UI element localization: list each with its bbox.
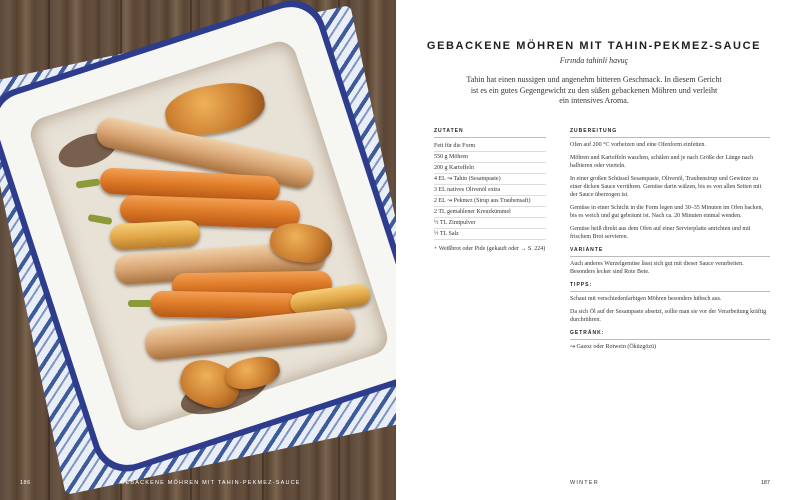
ingredient-item: 4 EL ↝ Tahin (Sesampaste) xyxy=(434,174,546,185)
ingredient-item: ½ TL Salz xyxy=(434,229,546,240)
ingredient-item: Fett für die Form xyxy=(434,141,546,152)
variante-text: Auch anderes Wurzelgemüse lässt sich gut mit dieser Sauce verarbeiten. Besonders lecker sind Rote Bete. xyxy=(570,261,744,275)
getraenk-text: ↝ Gazoz oder Rotwein (Öküzgözü) xyxy=(570,344,656,350)
ingredient-item: 3 EL natives Olivenöl extra xyxy=(434,185,546,196)
preparation-heading: ZUBEREITUNG xyxy=(570,128,770,138)
page-number-left: 186 xyxy=(20,480,31,486)
preparation-column xyxy=(570,128,770,356)
page-number-right: 187 xyxy=(760,480,770,486)
prep-step: In einer großen Schüssel Sesampaste, Olivenöl, Traubensirup und Gewürze zu einer dicken Sauce verrühren. Gemüse darin wälzen, bis es von allen Seiten mit der Sauce überzogen ist. xyxy=(570,176,762,198)
roasted-carrot xyxy=(109,220,200,251)
getraenk-heading: GETRÄNK: xyxy=(570,330,770,340)
running-title-right: WINTER xyxy=(570,480,599,486)
tipp-item: Schaut mit verschiedenfarbigen Möhren besonders hübsch aus. xyxy=(570,296,722,302)
ingredient-item: 2 TL gemahlener Kreuzkümmel xyxy=(434,207,546,218)
running-title-left: GEBACKENE MÖHREN MIT TAHIN-PEKMEZ-SAUCE xyxy=(120,480,301,486)
ingredient-item: ½ TL Zimtpulver xyxy=(434,218,546,229)
prep-step: Ofen auf 200 °C vorheizen und eine Ofenform einfetten. xyxy=(570,142,706,148)
tipps-heading: TIPPS: xyxy=(570,282,770,292)
recipe-title: GEBACKENE MÖHREN MIT TAHIN-PEKMEZ-SAUCE xyxy=(426,40,762,52)
prep-step: Gemüse heiß direkt aus dem Ofen auf einer Servierplatte anrichten und mit frischem Brot servieren. xyxy=(570,226,751,240)
ingredient-item: 2 EL ↝ Pekmez (Sirup aus Traubensaft) xyxy=(434,196,546,207)
ingredient-note: + Weißbrot oder Pide (gekauft oder → S. 224) xyxy=(434,246,546,252)
ingredients-column xyxy=(434,128,546,254)
prep-step: Gemüse in einer Schicht in die Form legen und 30–35 Minuten im Ofen backen, bis es weich und gut gebräunt ist. Nach ca. 20 Minuten einmal wenden. xyxy=(570,205,763,219)
recipe-page xyxy=(396,0,792,500)
ingredient-item: 550 g Möhren xyxy=(434,152,546,163)
ingredient-item: 200 g Kartoffeln xyxy=(434,163,546,174)
recipe-intro: Tahin hat einen nussigen und angenehm bitteren Geschmack. In diesem Gericht ist es ein gutes Gegengewicht zu den süßen gebackenen Möhren und verleiht ein intensives Aroma. xyxy=(466,75,722,105)
prep-step: Möhren und Kartoffeln waschen, schälen und je nach Größe der Länge nach halbieren oder vierteln. xyxy=(570,155,754,169)
ingredients-heading: ZUTATEN xyxy=(434,128,546,138)
tipp-item: Da sich Öl auf der Sesampaste absetzt, sollte man sie vor der Verarbeitung kräftig durchrühren. xyxy=(570,309,767,323)
variante-heading: VARIANTE xyxy=(570,247,770,257)
recipe-subtitle: Fırında tahinli havuç xyxy=(559,56,629,65)
